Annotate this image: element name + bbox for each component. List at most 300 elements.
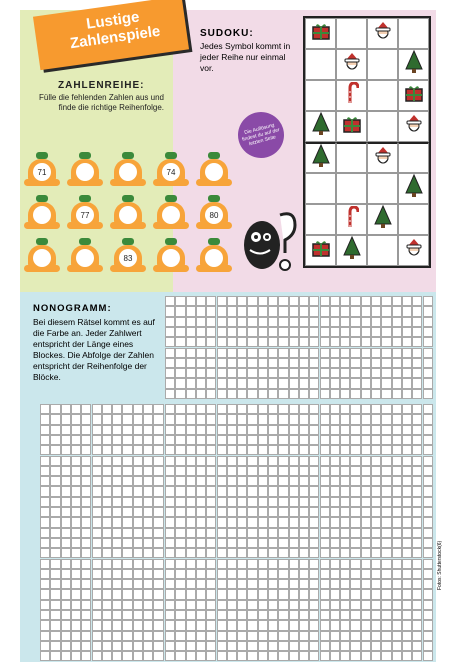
nonogram-cell[interactable]	[186, 507, 196, 517]
nonogram-cell[interactable]	[309, 435, 319, 445]
nonogram-cell[interactable]	[309, 486, 319, 496]
nonogram-cell[interactable]	[350, 476, 360, 486]
nonogram-cell[interactable]	[237, 631, 247, 641]
nonogram-cell[interactable]	[350, 445, 360, 455]
nonogram-cell[interactable]	[361, 600, 371, 610]
nonogram-cell[interactable]	[361, 620, 371, 630]
nonogram-cell[interactable]	[175, 641, 185, 651]
bell-number-field[interactable]	[33, 249, 51, 267]
nonogram-cell[interactable]	[402, 456, 412, 466]
nonogram-cell[interactable]	[206, 486, 216, 496]
nonogram-cell[interactable]	[175, 456, 185, 466]
nonogram-cell[interactable]	[361, 528, 371, 538]
nonogram-cell[interactable]	[309, 641, 319, 651]
nonogram-cell[interactable]	[186, 486, 196, 496]
nonogram-cell[interactable]	[350, 517, 360, 527]
nonogram-cell[interactable]	[278, 517, 288, 527]
nonogram-cell[interactable]	[278, 600, 288, 610]
nonogram-cell[interactable]	[381, 569, 391, 579]
nonogram-cell[interactable]	[412, 589, 422, 599]
nonogram-cell[interactable]	[165, 631, 175, 641]
nonogram-cell[interactable]	[175, 620, 185, 630]
nonogram-cell[interactable]	[268, 620, 278, 630]
nonogram-cell[interactable]	[299, 559, 309, 569]
nonogram-cell[interactable]	[278, 425, 288, 435]
nonogram-cell[interactable]	[165, 589, 175, 599]
nonogram-cell[interactable]	[330, 641, 340, 651]
nonogram-cell[interactable]	[186, 466, 196, 476]
sudoku-cell[interactable]	[336, 111, 367, 142]
nonogram-cell[interactable]	[217, 569, 227, 579]
nonogram-cell[interactable]	[392, 641, 402, 651]
nonogram-cell[interactable]	[186, 579, 196, 589]
nonogram-cell[interactable]	[289, 600, 299, 610]
nonogram-cell[interactable]	[186, 497, 196, 507]
nonogram-cell[interactable]	[268, 610, 278, 620]
nonogram-cell[interactable]	[217, 456, 227, 466]
nonogram-cell[interactable]	[350, 528, 360, 538]
nonogram-cell[interactable]	[196, 456, 206, 466]
nonogram-cell[interactable]	[247, 414, 257, 424]
nonogram-cell[interactable]	[165, 610, 175, 620]
nonogram-cell[interactable]	[217, 435, 227, 445]
nonogram-cell[interactable]	[392, 456, 402, 466]
nonogram-cell[interactable]	[237, 651, 247, 661]
nonogram-cell[interactable]	[268, 404, 278, 414]
nonogram-cell[interactable]	[258, 435, 268, 445]
nonogram-cell[interactable]	[278, 620, 288, 630]
nonogram-cell[interactable]	[340, 548, 350, 558]
nonogram-cell[interactable]	[206, 610, 216, 620]
nonogram-cell[interactable]	[175, 404, 185, 414]
nonogram-cell[interactable]	[206, 538, 216, 548]
nonogram-cell[interactable]	[402, 528, 412, 538]
nonogram-cell[interactable]	[196, 589, 206, 599]
nonogram-cell[interactable]	[412, 620, 422, 630]
nonogram-cell[interactable]	[278, 548, 288, 558]
nonogram-cell[interactable]	[423, 538, 433, 548]
nonogram-cell[interactable]	[289, 610, 299, 620]
nonogram-cell[interactable]	[217, 600, 227, 610]
nonogram-cell[interactable]	[227, 414, 237, 424]
nonogram-cell[interactable]	[186, 435, 196, 445]
nonogram-cell[interactable]	[299, 600, 309, 610]
nonogram-cell[interactable]	[423, 486, 433, 496]
nonogram-cell[interactable]	[330, 445, 340, 455]
nonogram-cell[interactable]	[237, 507, 247, 517]
nonogram-cell[interactable]	[299, 445, 309, 455]
nonogram-cell[interactable]	[289, 507, 299, 517]
nonogram-cell[interactable]	[402, 404, 412, 414]
nonogram-cell[interactable]	[237, 435, 247, 445]
nonogram-cell[interactable]	[381, 641, 391, 651]
nonogram-cell[interactable]	[371, 517, 381, 527]
nonogram-cell[interactable]	[278, 497, 288, 507]
nonogram-cell[interactable]	[278, 538, 288, 548]
nonogram-cell[interactable]	[423, 435, 433, 445]
nonogram-cell[interactable]	[196, 414, 206, 424]
nonogram-cell[interactable]	[320, 600, 330, 610]
nonogram-cell[interactable]	[309, 507, 319, 517]
nonogram-cell[interactable]	[361, 579, 371, 589]
nonogram-cell[interactable]	[206, 466, 216, 476]
nonogram-cell[interactable]	[350, 456, 360, 466]
nonogram-cell[interactable]	[350, 414, 360, 424]
nonogram-cell[interactable]	[217, 517, 227, 527]
nonogram-cell[interactable]	[289, 641, 299, 651]
nonogram-cell[interactable]	[371, 610, 381, 620]
nonogram-cell[interactable]	[392, 559, 402, 569]
nonogram-cell[interactable]	[278, 507, 288, 517]
nonogram-cell[interactable]	[217, 651, 227, 661]
nonogram-cell[interactable]	[340, 559, 350, 569]
nonogram-cell[interactable]	[330, 600, 340, 610]
nonogram-cell[interactable]	[412, 404, 422, 414]
nonogram-cell[interactable]	[402, 414, 412, 424]
nonogram-cell[interactable]	[289, 569, 299, 579]
nonogram-cell[interactable]	[402, 517, 412, 527]
nonogram-cell[interactable]	[186, 569, 196, 579]
nonogram-cell[interactable]	[309, 579, 319, 589]
nonogram-cell[interactable]	[340, 569, 350, 579]
sudoku-cell[interactable]	[398, 111, 429, 142]
nonogram-cell[interactable]	[402, 435, 412, 445]
nonogram-cell[interactable]	[412, 631, 422, 641]
nonogram-cell[interactable]	[268, 538, 278, 548]
nonogram-cell[interactable]	[227, 631, 237, 641]
nonogram-cell[interactable]	[227, 589, 237, 599]
nonogram-cell[interactable]	[309, 589, 319, 599]
nonogram-cell[interactable]	[381, 456, 391, 466]
nonogram-cell[interactable]	[227, 579, 237, 589]
nonogram-cell[interactable]	[330, 559, 340, 569]
nonogram-cell[interactable]	[412, 414, 422, 424]
nonogram-cell[interactable]	[309, 528, 319, 538]
nonogram-cell[interactable]	[289, 517, 299, 527]
nonogram-cell[interactable]	[175, 425, 185, 435]
sudoku-cell[interactable]	[398, 49, 429, 80]
nonogram-cell[interactable]	[237, 404, 247, 414]
nonogram-cell[interactable]	[186, 517, 196, 527]
nonogram-cell[interactable]	[278, 414, 288, 424]
nonogram-cell[interactable]	[258, 610, 268, 620]
nonogram-cell[interactable]	[258, 548, 268, 558]
nonogram-cell[interactable]	[268, 651, 278, 661]
nonogram-cell[interactable]	[309, 476, 319, 486]
nonogram-cell[interactable]	[247, 435, 257, 445]
nonogram-cell[interactable]	[361, 456, 371, 466]
nonogram-cell[interactable]	[258, 445, 268, 455]
nonogram-cell[interactable]	[392, 589, 402, 599]
nonogram-cell[interactable]	[392, 507, 402, 517]
nonogram-cell[interactable]	[423, 641, 433, 651]
nonogram-cell[interactable]	[258, 559, 268, 569]
nonogram-cell[interactable]	[237, 579, 247, 589]
nonogram-cell[interactable]	[289, 435, 299, 445]
nonogram-cell[interactable]	[381, 497, 391, 507]
nonogram-cell[interactable]	[268, 425, 278, 435]
nonogram-cell[interactable]	[175, 579, 185, 589]
nonogram-cell[interactable]	[227, 404, 237, 414]
nonogram-cell[interactable]	[217, 579, 227, 589]
nonogram-cell[interactable]	[371, 538, 381, 548]
nonogram-cell[interactable]	[227, 435, 237, 445]
nonogram-cell[interactable]	[268, 548, 278, 558]
nonogram-cell[interactable]	[402, 486, 412, 496]
nonogram-cell[interactable]	[412, 569, 422, 579]
nonogram-cell[interactable]	[350, 425, 360, 435]
nonogram-cell[interactable]	[423, 507, 433, 517]
nonogram-cell[interactable]	[423, 579, 433, 589]
nonogram-cell[interactable]	[340, 425, 350, 435]
nonogram-cell[interactable]	[258, 456, 268, 466]
nonogram-cell[interactable]	[423, 620, 433, 630]
nonogram-cell[interactable]	[165, 579, 175, 589]
nonogram-cell[interactable]	[402, 641, 412, 651]
nonogram-cell[interactable]	[165, 497, 175, 507]
nonogram-cell[interactable]	[412, 425, 422, 435]
sudoku-cell[interactable]	[367, 49, 398, 80]
nonogram-cell[interactable]	[258, 466, 268, 476]
nonogram-cell[interactable]	[175, 610, 185, 620]
nonogram-cell[interactable]	[165, 404, 175, 414]
nonogram-cell[interactable]	[299, 517, 309, 527]
bell-number-field[interactable]	[119, 163, 137, 181]
nonogram-cell[interactable]	[247, 610, 257, 620]
nonogram-cell[interactable]	[381, 610, 391, 620]
nonogram-cell[interactable]	[340, 641, 350, 651]
nonogram-cell[interactable]	[247, 559, 257, 569]
nonogram-cell[interactable]	[423, 528, 433, 538]
nonogram-cell[interactable]	[227, 445, 237, 455]
nonogram-cell[interactable]	[165, 517, 175, 527]
nonogram-cell[interactable]	[330, 548, 340, 558]
nonogram-cell[interactable]	[392, 404, 402, 414]
sudoku-cell[interactable]	[305, 173, 336, 204]
nonogram-cell[interactable]	[268, 589, 278, 599]
nonogram-cell[interactable]	[423, 497, 433, 507]
nonogram-cell[interactable]	[412, 507, 422, 517]
nonogram-cell[interactable]	[381, 404, 391, 414]
nonogram-cell[interactable]	[237, 445, 247, 455]
nonogram-cell[interactable]	[402, 538, 412, 548]
nonogram-cell[interactable]	[175, 507, 185, 517]
nonogram-cell[interactable]	[175, 559, 185, 569]
nonogram-cell[interactable]	[258, 404, 268, 414]
nonogram-cell[interactable]	[361, 435, 371, 445]
nonogram-cell[interactable]	[340, 517, 350, 527]
nonogram-cell[interactable]	[258, 620, 268, 630]
nonogram-cell[interactable]	[423, 456, 433, 466]
nonogram-cell[interactable]	[196, 517, 206, 527]
nonogram-cell[interactable]	[423, 404, 433, 414]
nonogram-cell[interactable]	[258, 507, 268, 517]
nonogram-cell[interactable]	[309, 620, 319, 630]
nonogram-cell[interactable]	[299, 486, 309, 496]
nonogram-cell[interactable]	[412, 497, 422, 507]
nonogram-cell[interactable]	[381, 559, 391, 569]
nonogram-cell[interactable]	[186, 456, 196, 466]
nonogram-cell[interactable]	[217, 497, 227, 507]
nonogram-cell[interactable]	[320, 610, 330, 620]
nonogram-cell[interactable]	[186, 610, 196, 620]
nonogram-cell[interactable]	[247, 651, 257, 661]
nonogram-cell[interactable]	[371, 486, 381, 496]
nonogram-cell[interactable]	[340, 620, 350, 630]
nonogram-cell[interactable]	[299, 548, 309, 558]
nonogram-cell[interactable]	[268, 600, 278, 610]
nonogram-cell[interactable]	[381, 600, 391, 610]
nonogram-cell[interactable]	[175, 486, 185, 496]
nonogram-cell[interactable]	[309, 517, 319, 527]
nonogram-cell[interactable]	[165, 445, 175, 455]
nonogram-cell[interactable]	[186, 548, 196, 558]
nonogram-cell[interactable]	[227, 651, 237, 661]
nonogram-cell[interactable]	[309, 445, 319, 455]
nonogram-cell[interactable]	[330, 610, 340, 620]
nonogram-cell[interactable]	[350, 610, 360, 620]
nonogram-cell[interactable]	[278, 610, 288, 620]
sudoku-cell[interactable]	[398, 18, 429, 49]
nonogram-cell[interactable]	[258, 651, 268, 661]
nonogram-cell[interactable]	[423, 476, 433, 486]
nonogram-cell[interactable]	[247, 548, 257, 558]
nonogram-cell[interactable]	[402, 620, 412, 630]
nonogram-cell[interactable]	[309, 466, 319, 476]
nonogram-cell[interactable]	[350, 507, 360, 517]
nonogram-cell[interactable]	[320, 404, 330, 414]
nonogram-cell[interactable]	[268, 507, 278, 517]
nonogram-cell[interactable]	[423, 466, 433, 476]
nonogram-cell[interactable]	[299, 631, 309, 641]
nonogram-cell[interactable]	[402, 445, 412, 455]
nonogram-cell[interactable]	[402, 466, 412, 476]
nonogram-cell[interactable]	[412, 610, 422, 620]
bell-number-field[interactable]: 83	[119, 249, 137, 267]
nonogram-cell[interactable]	[247, 538, 257, 548]
nonogram-cell[interactable]	[289, 425, 299, 435]
nonogram-cell[interactable]	[196, 538, 206, 548]
nonogram-cell[interactable]	[268, 414, 278, 424]
nonogram-cell[interactable]	[412, 538, 422, 548]
nonogram-cell[interactable]	[392, 579, 402, 589]
nonogram-cell[interactable]	[247, 528, 257, 538]
nonogram-cell[interactable]	[206, 641, 216, 651]
nonogram-cell[interactable]	[330, 486, 340, 496]
nonogram-cell[interactable]	[206, 404, 216, 414]
nonogram-cell[interactable]	[186, 414, 196, 424]
nonogram-cell[interactable]	[392, 600, 402, 610]
nonogram-cell[interactable]	[361, 610, 371, 620]
nonogram-cell[interactable]	[392, 620, 402, 630]
nonogram-cell[interactable]	[278, 404, 288, 414]
nonogram-cell[interactable]	[371, 600, 381, 610]
nonogram-cell[interactable]	[217, 425, 227, 435]
nonogram-cell[interactable]	[371, 651, 381, 661]
nonogram-cell[interactable]	[196, 425, 206, 435]
nonogram-cell[interactable]	[392, 631, 402, 641]
nonogram-cell[interactable]	[371, 569, 381, 579]
nonogram-cell[interactable]	[196, 466, 206, 476]
nonogram-cell[interactable]	[299, 528, 309, 538]
nonogram-cell[interactable]	[165, 651, 175, 661]
nonogram-cell[interactable]	[217, 476, 227, 486]
nonogram-cell[interactable]	[289, 579, 299, 589]
nonogram-cell[interactable]	[402, 425, 412, 435]
nonogram-cell[interactable]	[217, 631, 227, 641]
nonogram-cell[interactable]	[196, 651, 206, 661]
nonogram-cell[interactable]	[299, 651, 309, 661]
nonogram-cell[interactable]	[340, 507, 350, 517]
nonogram-cell[interactable]	[340, 631, 350, 641]
nonogram-cell[interactable]	[289, 476, 299, 486]
sudoku-cell[interactable]	[398, 142, 429, 173]
nonogram-cell[interactable]	[423, 517, 433, 527]
nonogram-cell[interactable]	[299, 507, 309, 517]
sudoku-cell[interactable]	[305, 204, 336, 235]
nonogram-cell[interactable]	[258, 414, 268, 424]
nonogram-cell[interactable]	[217, 466, 227, 476]
nonogram-cell[interactable]	[237, 456, 247, 466]
nonogram-cell[interactable]	[289, 456, 299, 466]
nonogram-cell[interactable]	[247, 620, 257, 630]
nonogram-cell[interactable]	[206, 476, 216, 486]
nonogram-cell[interactable]	[330, 651, 340, 661]
bell-number-field[interactable]	[205, 249, 223, 267]
nonogram-cell[interactable]	[309, 610, 319, 620]
nonogram-cell[interactable]	[350, 486, 360, 496]
nonogram-cell[interactable]	[247, 569, 257, 579]
nonogram-cell[interactable]	[278, 631, 288, 641]
nonogram-cell[interactable]	[196, 548, 206, 558]
nonogram-cell[interactable]	[330, 414, 340, 424]
nonogram-cell[interactable]	[330, 569, 340, 579]
nonogram-cell[interactable]	[423, 600, 433, 610]
nonogram-cell[interactable]	[340, 589, 350, 599]
nonogram-cell[interactable]	[227, 425, 237, 435]
sudoku-cell[interactable]	[367, 142, 398, 173]
nonogram-cell[interactable]	[371, 641, 381, 651]
nonogram-cell[interactable]	[381, 435, 391, 445]
nonogram-cell[interactable]	[402, 610, 412, 620]
nonogram-cell[interactable]	[381, 651, 391, 661]
nonogram-cell[interactable]	[247, 600, 257, 610]
nonogram-cell[interactable]	[258, 476, 268, 486]
bell-number-field[interactable]: 80	[205, 206, 223, 224]
nonogram-cell[interactable]	[258, 641, 268, 651]
sudoku-cell[interactable]	[305, 49, 336, 80]
nonogram-cell[interactable]	[175, 476, 185, 486]
nonogram-cell[interactable]	[165, 569, 175, 579]
nonogram-cell[interactable]	[196, 476, 206, 486]
nonogram-cell[interactable]	[330, 404, 340, 414]
nonogram-cell[interactable]	[371, 414, 381, 424]
nonogram-cell[interactable]	[392, 651, 402, 661]
nonogram-cell[interactable]	[381, 476, 391, 486]
nonogram-cell[interactable]	[361, 404, 371, 414]
nonogram-cell[interactable]	[227, 548, 237, 558]
nonogram-cell[interactable]	[175, 651, 185, 661]
nonogram-cell[interactable]	[206, 507, 216, 517]
nonogram-cell[interactable]	[175, 528, 185, 538]
bell-number-field[interactable]	[76, 163, 94, 181]
nonogram-cell[interactable]	[340, 414, 350, 424]
nonogram-cell[interactable]	[361, 466, 371, 476]
nonogram-cell[interactable]	[320, 569, 330, 579]
nonogram-cell[interactable]	[186, 425, 196, 435]
nonogram-cell[interactable]	[320, 589, 330, 599]
nonogram-cell[interactable]	[206, 651, 216, 661]
